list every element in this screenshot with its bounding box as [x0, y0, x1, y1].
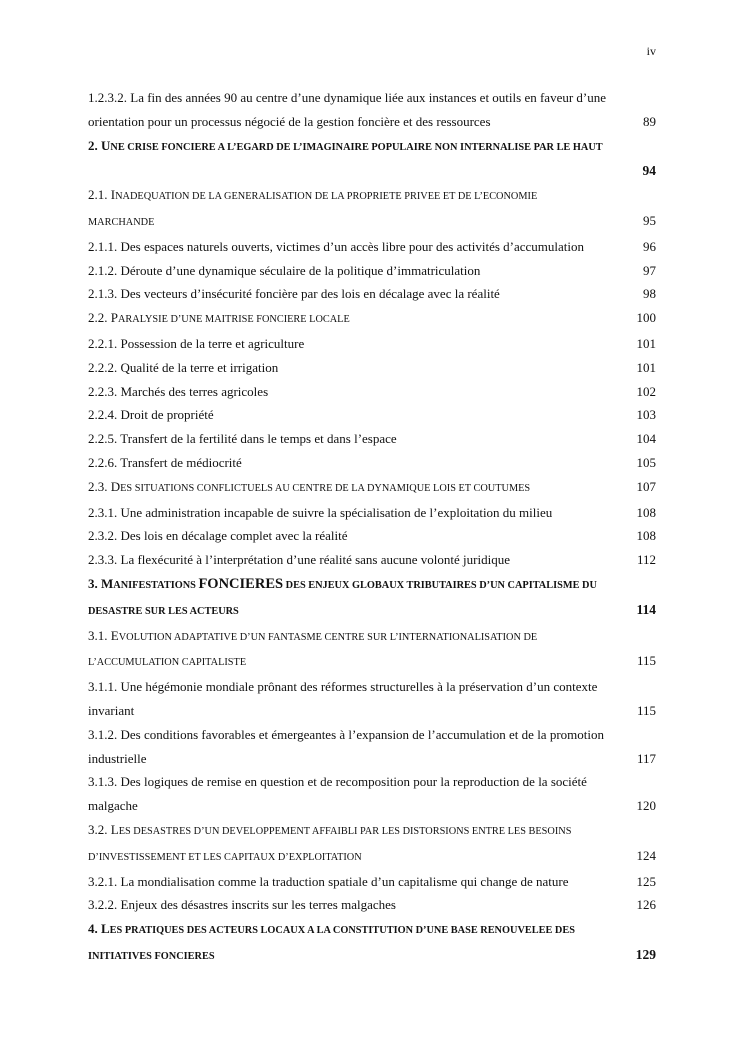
- toc-entry[interactable]: [88, 870, 656, 894]
- toc-entry-title: 2.3.1. Une administration incapable de suivre la spécialisation de l’exploitation du milieu: [88, 504, 553, 520]
- toc-section-title-cont: MARCHANDE: [88, 216, 155, 228]
- toc-entry-title: 2.3.2. Des lois en décalage complet avec la réalité: [88, 528, 348, 544]
- toc-entry-title: 3.2.2. Enjeux des désastres inscrits sur les terres malgaches: [88, 897, 396, 913]
- toc-heading-title: ES PRATIQUES DES ACTEURS LOCAUX A LA CONSTITUTION D’UNE BASE RENOUVELEE DES: [109, 925, 575, 937]
- toc-section-title: ES DESASTRES D’UN DEVELOPPEMENT AFFAIBLI PAR LES DISTORSIONS ENTRE LES BESOINS: [118, 825, 572, 837]
- toc-entry[interactable]: [88, 893, 656, 917]
- toc-section-number: 3.1. E: [88, 627, 119, 643]
- toc-page-number: 129: [635, 946, 656, 962]
- toc-page-number: 95: [643, 212, 656, 228]
- toc-entry[interactable]: [88, 524, 656, 548]
- toc-heading-title-emph: FONCIERES: [198, 575, 284, 592]
- toc-heading-number: 4. L: [88, 921, 110, 937]
- toc-page-number: 117: [636, 750, 656, 766]
- toc-heading-number: 3. M: [88, 575, 114, 591]
- toc-page-number: 101: [636, 335, 656, 351]
- toc-heading-title-cont: INITIATIVES FONCIERES: [88, 950, 215, 962]
- toc-entry[interactable]: [88, 770, 656, 818]
- toc-section-title: ES SITUATIONS CONFLICTUELS AU CENTRE DE LA DYNAMIQUE LOIS ET COUTUMES: [120, 482, 531, 494]
- toc-heading-number: 2. U: [88, 137, 111, 153]
- toc-entry[interactable]: [88, 723, 656, 771]
- toc-page-number: 89: [643, 113, 656, 129]
- table-of-contents: [88, 86, 656, 969]
- toc-page-number: 108: [636, 528, 656, 544]
- toc-page-number: 101: [636, 359, 656, 375]
- toc-section[interactable]: [88, 624, 656, 676]
- toc-entry-title: 3.2.1. La mondialisation comme la traduction spatiale d’un capitalisme qui change de nature: [88, 873, 569, 889]
- toc-page-number: 97: [643, 262, 656, 278]
- toc-entry-title: 2.2.4. Droit de propriété: [88, 407, 214, 423]
- toc-heading-title: ANIFESTATIONS: [113, 579, 199, 591]
- toc-entry[interactable]: [88, 451, 656, 475]
- toc-entry[interactable]: [88, 380, 656, 404]
- toc-entry-title-cont: malgache: [88, 798, 138, 814]
- toc-entry-title: 2.3.3. La flexécurité à l’interprétation d’une réalité sans aucune volonté juridique: [88, 552, 510, 568]
- toc-entry-title: 2.1.1. Des espaces naturels ouverts, victimes d’un accès libre pour des activités d’accumulation: [88, 238, 585, 254]
- toc-section-number: 2.2. P: [88, 310, 118, 326]
- toc-section-number: 2.1. I: [88, 187, 116, 203]
- toc-page-number: 108: [636, 504, 656, 520]
- toc-page-number: 104: [636, 431, 656, 447]
- page-number: iv: [646, 44, 656, 58]
- toc-section-title-cont: L’ACCUMULATION CAPITALISTE: [88, 657, 247, 669]
- toc-entry-title: 2.1.3. Des vecteurs d’insécurité foncière par des lois en décalage avec la réalité: [88, 286, 500, 302]
- toc-section-number: 3.2. L: [88, 821, 119, 837]
- toc-entry-title: 2.2.1. Possession de la terre et agriculture: [88, 335, 305, 351]
- toc-section-title: ARALYSIE D’UNE MAITRISE FONCIERE LOCALE: [117, 314, 350, 326]
- toc-page-number: 102: [636, 383, 656, 399]
- toc-page-number: 114: [636, 601, 656, 617]
- toc-entry-title: 3.1.2. Des conditions favorables et émergeantes à l’expansion de l’accumulation et de la promotion: [88, 726, 604, 742]
- toc-section[interactable]: [88, 818, 656, 870]
- toc-heading[interactable]: [88, 917, 656, 969]
- toc-page-number: 115: [636, 653, 656, 669]
- toc-entry-title: 2.1.2. Déroute d’une dynamique séculaire de la politique d’immatriculation: [88, 262, 481, 278]
- toc-heading-title-cont: DESASTRE SUR LES ACTEURS: [88, 605, 239, 617]
- toc-page-number: 96: [643, 238, 656, 254]
- toc-entry[interactable]: [88, 235, 656, 259]
- toc-section-title-cont: D’INVESTISSEMENT ET LES CAPITAUX D’EXPLOITATION: [88, 851, 362, 863]
- toc-entry[interactable]: [88, 259, 656, 283]
- toc-entry[interactable]: [88, 675, 656, 723]
- toc-page-number: 107: [636, 478, 656, 494]
- toc-heading[interactable]: [88, 572, 656, 624]
- toc-entry[interactable]: [88, 548, 656, 572]
- toc-heading[interactable]: [88, 134, 656, 184]
- toc-entry-title: 2.2.5. Transfert de la fertilité dans le temps et dans l’espace: [88, 431, 397, 447]
- toc-entry[interactable]: [88, 356, 656, 380]
- toc-entry[interactable]: [88, 403, 656, 427]
- toc-heading-title: NE CRISE FONCIERE A L’EGARD DE L’IMAGINAIRE POPULAIRE NON INTERNALISE PAR LE HAUT: [110, 141, 603, 153]
- toc-entry-title: 2.2.6. Transfert de médiocrité: [88, 454, 242, 470]
- toc-entry[interactable]: [88, 332, 656, 356]
- toc-entry-title-cont: orientation pour un processus négocié de la gestion foncière et des ressources: [88, 113, 491, 129]
- toc-entry-title-cont: industrielle: [88, 750, 147, 766]
- toc-page-number: 112: [636, 552, 656, 568]
- toc-section[interactable]: [88, 183, 656, 235]
- toc-entry[interactable]: [88, 427, 656, 451]
- toc-entry-title: 1.2.3.2. La fin des années 90 au centre d’une dynamique liée aux instances et outils en faveur d’une: [88, 90, 607, 105]
- toc-entry[interactable]: [88, 501, 656, 525]
- toc-section-number: 2.3. D: [88, 478, 121, 494]
- toc-section[interactable]: [88, 306, 656, 332]
- toc-entry[interactable]: [88, 282, 656, 306]
- toc-page-number: 103: [636, 407, 656, 423]
- toc-page-number: 100: [636, 310, 656, 326]
- toc-section-title: NADEQUATION DE LA GENERALISATION DE LA PROPRIETE PRIVEE ET DE L’ECONOMIE: [115, 191, 538, 203]
- toc-entry-title: 2.2.2. Qualité de la terre et irrigation: [88, 359, 279, 375]
- toc-entry-title: 3.1.1. Une hégémonie mondiale prônant des réformes structurelles à la préservation d’un contexte: [88, 679, 598, 695]
- toc-page-number: 124: [636, 847, 656, 863]
- toc-page-number: 94: [642, 163, 656, 179]
- toc-page-number: 105: [636, 454, 656, 470]
- toc-entry-title-cont: invariant: [88, 702, 135, 718]
- toc-page-number: 120: [636, 798, 656, 814]
- toc-heading-title-tail: DES ENJEUX GLOBAUX TRIBUTAIRES D’UN CAPITALISME DU: [283, 579, 597, 591]
- toc-entry-title: 2.2.3. Marchés des terres agricoles: [88, 383, 269, 399]
- toc-page-number: 125: [636, 873, 656, 889]
- toc-page-number: 115: [636, 702, 656, 718]
- toc-section[interactable]: [88, 475, 656, 501]
- toc-page-number: 126: [636, 897, 656, 913]
- toc-entry-title: 3.1.3. Des logiques de remise en question et de recomposition pour la reproduction de la société: [88, 774, 587, 790]
- toc-page-number: 98: [643, 286, 656, 302]
- toc-section-title: VOLUTION ADAPTATIVE D’UN FANTASME CENTRE SUR L’INTERNATIONALISATION DE: [118, 631, 538, 643]
- toc-entry[interactable]: [88, 86, 656, 134]
